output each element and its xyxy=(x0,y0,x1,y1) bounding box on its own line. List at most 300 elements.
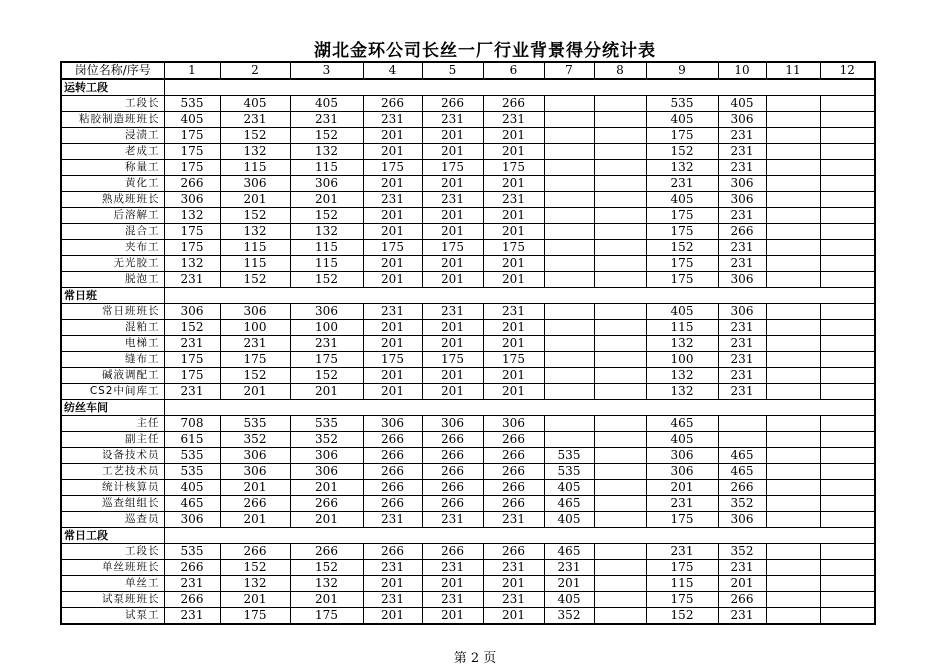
score-cell: 266 xyxy=(220,544,290,560)
score-cell: 405 xyxy=(646,192,718,208)
score-cell: 175 xyxy=(646,560,718,576)
score-cell: 306 xyxy=(164,192,220,208)
score-cell xyxy=(544,336,594,352)
position-name: 熟成班班长 xyxy=(61,192,164,208)
score-cell: 152 xyxy=(220,272,290,288)
score-cell xyxy=(594,576,646,592)
score-cell: 231 xyxy=(718,128,766,144)
position-name: 巡查组组长 xyxy=(61,496,164,512)
score-cell: 152 xyxy=(290,208,363,224)
score-cell: 201 xyxy=(290,512,363,528)
score-cell: 535 xyxy=(164,448,220,464)
score-cell xyxy=(544,384,594,400)
score-cell xyxy=(544,112,594,128)
table-row xyxy=(61,208,875,224)
score-cell xyxy=(594,448,646,464)
score-cell xyxy=(766,192,820,208)
score-cell: 465 xyxy=(646,416,718,432)
score-cell: 201 xyxy=(363,144,422,160)
score-cell: 306 xyxy=(220,176,290,192)
score-cell: 231 xyxy=(164,336,220,352)
score-cell xyxy=(766,608,820,625)
score-cell: 231 xyxy=(363,304,422,320)
score-cell: 465 xyxy=(718,464,766,480)
score-cell: 201 xyxy=(363,608,422,625)
score-cell: 231 xyxy=(164,608,220,625)
table-row xyxy=(61,96,875,112)
score-cell: 266 xyxy=(363,432,422,448)
score-cell: 306 xyxy=(422,416,483,432)
score-cell: 352 xyxy=(718,544,766,560)
score-cell xyxy=(594,592,646,608)
score-cell: 306 xyxy=(718,192,766,208)
score-cell: 175 xyxy=(164,224,220,240)
column-number: 2 xyxy=(220,62,290,79)
score-cell xyxy=(544,272,594,288)
score-cell: 231 xyxy=(718,256,766,272)
table-row xyxy=(61,464,875,480)
score-cell: 231 xyxy=(422,304,483,320)
score-cell xyxy=(820,336,875,352)
score-cell: 231 xyxy=(718,208,766,224)
score-cell: 266 xyxy=(422,480,483,496)
score-cell: 405 xyxy=(220,96,290,112)
table-row xyxy=(61,576,875,592)
score-cell xyxy=(820,176,875,192)
table-row xyxy=(61,432,875,448)
table-row xyxy=(61,384,875,400)
score-cell: 175 xyxy=(290,352,363,368)
score-cell: 175 xyxy=(220,352,290,368)
score-cell: 266 xyxy=(422,448,483,464)
position-name: 老成工 xyxy=(61,144,164,160)
position-name: 混粕工 xyxy=(61,320,164,336)
score-cell: 132 xyxy=(220,144,290,160)
score-cell: 175 xyxy=(483,240,544,256)
score-cell xyxy=(766,240,820,256)
score-cell: 231 xyxy=(483,512,544,528)
position-name: 单丝班班长 xyxy=(61,560,164,576)
score-cell: 306 xyxy=(718,176,766,192)
table-row xyxy=(61,176,875,192)
score-cell xyxy=(820,544,875,560)
score-cell xyxy=(820,272,875,288)
score-cell: 231 xyxy=(718,352,766,368)
score-cell: 152 xyxy=(646,240,718,256)
score-cell: 175 xyxy=(164,160,220,176)
score-cell: 115 xyxy=(290,160,363,176)
score-table xyxy=(60,61,876,625)
score-cell: 201 xyxy=(483,256,544,272)
column-number: 5 xyxy=(422,62,483,79)
position-name: 试泵工 xyxy=(61,608,164,625)
table-row xyxy=(61,192,875,208)
position-name: 缝布工 xyxy=(61,352,164,368)
score-cell: 175 xyxy=(220,608,290,625)
score-cell: 231 xyxy=(483,112,544,128)
score-cell: 175 xyxy=(646,208,718,224)
position-name: 脱泡工 xyxy=(61,272,164,288)
score-cell: 152 xyxy=(646,608,718,625)
score-cell: 231 xyxy=(290,112,363,128)
score-cell: 152 xyxy=(290,272,363,288)
score-cell xyxy=(766,352,820,368)
score-cell xyxy=(594,416,646,432)
score-cell xyxy=(544,416,594,432)
table-row xyxy=(61,496,875,512)
score-cell xyxy=(594,560,646,576)
score-cell xyxy=(594,512,646,528)
score-cell: 231 xyxy=(718,384,766,400)
score-cell: 201 xyxy=(483,144,544,160)
header-row xyxy=(61,62,875,79)
column-number: 9 xyxy=(646,62,718,79)
score-cell: 266 xyxy=(483,96,544,112)
score-cell: 306 xyxy=(290,448,363,464)
position-name: 后溶解工 xyxy=(61,208,164,224)
position-name: 主任 xyxy=(61,416,164,432)
score-cell xyxy=(766,368,820,384)
score-cell: 201 xyxy=(422,272,483,288)
score-cell: 231 xyxy=(422,592,483,608)
table-row xyxy=(61,448,875,464)
score-cell: 231 xyxy=(646,496,718,512)
score-cell: 132 xyxy=(646,384,718,400)
score-cell: 201 xyxy=(220,192,290,208)
score-cell: 115 xyxy=(220,256,290,272)
score-cell: 405 xyxy=(544,480,594,496)
score-cell: 352 xyxy=(544,608,594,625)
score-cell xyxy=(766,160,820,176)
score-cell: 152 xyxy=(290,560,363,576)
score-cell xyxy=(820,240,875,256)
score-cell: 100 xyxy=(220,320,290,336)
score-cell: 306 xyxy=(164,304,220,320)
score-cell xyxy=(766,496,820,512)
score-cell xyxy=(544,160,594,176)
score-cell xyxy=(594,544,646,560)
score-cell xyxy=(544,208,594,224)
score-cell xyxy=(820,128,875,144)
score-cell: 231 xyxy=(718,336,766,352)
score-cell: 231 xyxy=(363,112,422,128)
score-cell: 708 xyxy=(164,416,220,432)
score-cell xyxy=(594,256,646,272)
score-cell xyxy=(820,320,875,336)
table-row xyxy=(61,544,875,560)
score-cell: 201 xyxy=(220,480,290,496)
score-cell: 266 xyxy=(363,544,422,560)
score-cell xyxy=(820,592,875,608)
score-cell xyxy=(820,160,875,176)
score-cell: 306 xyxy=(718,272,766,288)
score-cell: 352 xyxy=(220,432,290,448)
score-cell: 266 xyxy=(290,496,363,512)
score-cell: 201 xyxy=(483,224,544,240)
score-cell xyxy=(594,160,646,176)
position-name: 设备技术员 xyxy=(61,448,164,464)
score-cell: 115 xyxy=(220,240,290,256)
score-cell xyxy=(544,240,594,256)
column-number: 6 xyxy=(483,62,544,79)
score-cell xyxy=(594,464,646,480)
score-cell: 306 xyxy=(646,464,718,480)
score-cell: 201 xyxy=(220,512,290,528)
score-cell: 115 xyxy=(220,160,290,176)
score-cell xyxy=(544,352,594,368)
score-cell: 306 xyxy=(220,304,290,320)
score-cell: 175 xyxy=(164,144,220,160)
score-cell: 535 xyxy=(164,96,220,112)
score-cell: 465 xyxy=(164,496,220,512)
score-cell: 175 xyxy=(422,352,483,368)
score-cell: 266 xyxy=(363,496,422,512)
score-cell: 231 xyxy=(422,512,483,528)
score-cell: 405 xyxy=(646,112,718,128)
score-cell: 175 xyxy=(363,240,422,256)
score-cell xyxy=(820,496,875,512)
score-cell: 201 xyxy=(544,576,594,592)
table-row xyxy=(61,240,875,256)
score-cell xyxy=(766,432,820,448)
column-number: 4 xyxy=(363,62,422,79)
score-cell: 152 xyxy=(220,128,290,144)
score-cell: 306 xyxy=(220,448,290,464)
score-cell: 266 xyxy=(422,432,483,448)
score-cell xyxy=(594,304,646,320)
score-cell xyxy=(766,176,820,192)
score-cell xyxy=(544,368,594,384)
score-cell: 201 xyxy=(363,224,422,240)
score-cell: 132 xyxy=(290,576,363,592)
score-cell xyxy=(718,432,766,448)
score-cell: 266 xyxy=(422,496,483,512)
section-title: 常日工段 xyxy=(61,528,164,544)
score-cell xyxy=(820,416,875,432)
score-cell: 132 xyxy=(290,144,363,160)
score-cell: 266 xyxy=(164,592,220,608)
score-cell: 201 xyxy=(422,384,483,400)
score-cell: 231 xyxy=(363,512,422,528)
score-cell: 201 xyxy=(363,384,422,400)
score-cell: 352 xyxy=(290,432,363,448)
score-cell xyxy=(544,144,594,160)
score-cell: 306 xyxy=(220,464,290,480)
score-cell xyxy=(766,96,820,112)
score-cell: 152 xyxy=(220,368,290,384)
score-cell: 132 xyxy=(220,224,290,240)
score-cell xyxy=(820,112,875,128)
score-cell: 201 xyxy=(220,592,290,608)
score-cell: 175 xyxy=(483,352,544,368)
score-cell: 201 xyxy=(363,336,422,352)
score-cell: 231 xyxy=(220,112,290,128)
score-cell: 175 xyxy=(164,368,220,384)
table-row xyxy=(61,320,875,336)
score-cell xyxy=(766,224,820,240)
table-row xyxy=(61,128,875,144)
score-cell xyxy=(544,304,594,320)
score-cell: 201 xyxy=(363,128,422,144)
position-name: 巡查员 xyxy=(61,512,164,528)
score-cell: 306 xyxy=(718,112,766,128)
score-cell: 465 xyxy=(544,496,594,512)
score-cell: 152 xyxy=(164,320,220,336)
score-cell xyxy=(820,304,875,320)
score-cell: 306 xyxy=(164,512,220,528)
section-title: 纺丝车间 xyxy=(61,400,164,416)
score-cell xyxy=(594,208,646,224)
score-cell: 201 xyxy=(422,208,483,224)
score-cell xyxy=(820,464,875,480)
score-cell: 231 xyxy=(422,112,483,128)
score-cell xyxy=(594,224,646,240)
score-cell: 201 xyxy=(422,224,483,240)
score-cell xyxy=(820,256,875,272)
score-cell: 175 xyxy=(646,592,718,608)
score-cell: 201 xyxy=(422,256,483,272)
score-cell xyxy=(820,480,875,496)
score-cell: 100 xyxy=(290,320,363,336)
score-cell: 231 xyxy=(544,560,594,576)
score-cell xyxy=(766,512,820,528)
score-cell: 306 xyxy=(718,512,766,528)
score-cell: 201 xyxy=(422,576,483,592)
score-cell: 231 xyxy=(718,160,766,176)
score-cell xyxy=(820,384,875,400)
score-cell xyxy=(820,448,875,464)
score-cell: 115 xyxy=(290,240,363,256)
score-cell: 405 xyxy=(544,512,594,528)
score-cell: 231 xyxy=(483,304,544,320)
table-row xyxy=(61,416,875,432)
score-cell: 201 xyxy=(483,320,544,336)
score-cell xyxy=(766,128,820,144)
score-cell xyxy=(594,176,646,192)
score-cell xyxy=(766,416,820,432)
score-cell: 201 xyxy=(483,384,544,400)
section-blank xyxy=(164,400,875,416)
score-cell xyxy=(544,192,594,208)
position-name: 工段长 xyxy=(61,96,164,112)
score-cell xyxy=(594,352,646,368)
score-cell: 231 xyxy=(483,560,544,576)
score-cell xyxy=(766,272,820,288)
score-cell: 266 xyxy=(483,496,544,512)
score-cell: 201 xyxy=(363,320,422,336)
score-cell: 535 xyxy=(290,416,363,432)
score-cell: 132 xyxy=(164,208,220,224)
score-cell: 405 xyxy=(718,96,766,112)
score-cell xyxy=(820,512,875,528)
score-cell: 231 xyxy=(718,144,766,160)
score-cell xyxy=(820,560,875,576)
score-cell: 132 xyxy=(220,576,290,592)
score-cell: 266 xyxy=(718,592,766,608)
position-name: 浸渍工 xyxy=(61,128,164,144)
page-title: 湖北金环公司长丝一厂行业背景得分统计表 xyxy=(314,41,656,61)
score-cell xyxy=(594,112,646,128)
score-cell: 306 xyxy=(290,464,363,480)
score-cell xyxy=(820,368,875,384)
score-cell: 115 xyxy=(290,256,363,272)
score-cell xyxy=(766,384,820,400)
score-cell: 306 xyxy=(290,176,363,192)
score-cell xyxy=(718,416,766,432)
score-cell: 175 xyxy=(646,512,718,528)
score-cell: 352 xyxy=(718,496,766,512)
score-cell: 132 xyxy=(646,160,718,176)
score-cell: 231 xyxy=(363,592,422,608)
score-cell: 100 xyxy=(646,352,718,368)
score-cell: 201 xyxy=(422,128,483,144)
score-cell: 535 xyxy=(646,96,718,112)
table-row xyxy=(61,224,875,240)
score-cell: 201 xyxy=(483,576,544,592)
score-cell: 201 xyxy=(363,272,422,288)
score-cell: 175 xyxy=(422,240,483,256)
position-name: 无光胶工 xyxy=(61,256,164,272)
score-cell: 201 xyxy=(422,368,483,384)
score-cell: 231 xyxy=(164,576,220,592)
position-name: 副主任 xyxy=(61,432,164,448)
score-cell: 175 xyxy=(646,256,718,272)
score-cell: 266 xyxy=(363,448,422,464)
score-cell xyxy=(766,320,820,336)
score-cell: 231 xyxy=(718,608,766,625)
score-cell: 201 xyxy=(290,192,363,208)
column-number: 7 xyxy=(544,62,594,79)
score-cell: 231 xyxy=(422,192,483,208)
score-cell: 266 xyxy=(363,96,422,112)
score-cell xyxy=(820,224,875,240)
table-row xyxy=(61,352,875,368)
score-cell: 201 xyxy=(483,368,544,384)
score-cell xyxy=(820,144,875,160)
score-cell xyxy=(820,576,875,592)
score-cell xyxy=(544,176,594,192)
score-cell: 231 xyxy=(718,368,766,384)
page-number: 第 2 页 xyxy=(453,651,497,666)
score-cell xyxy=(766,336,820,352)
score-cell: 201 xyxy=(422,320,483,336)
score-cell: 152 xyxy=(220,560,290,576)
score-cell: 231 xyxy=(718,240,766,256)
table-row xyxy=(61,368,875,384)
score-cell: 231 xyxy=(363,192,422,208)
score-cell: 175 xyxy=(646,224,718,240)
score-cell: 175 xyxy=(363,160,422,176)
position-name: 粘胶制造班班长 xyxy=(61,112,164,128)
score-cell: 231 xyxy=(220,336,290,352)
position-name: 电梯工 xyxy=(61,336,164,352)
score-cell xyxy=(766,208,820,224)
column-number: 8 xyxy=(594,62,646,79)
score-cell xyxy=(820,608,875,625)
score-cell: 306 xyxy=(363,416,422,432)
score-cell: 266 xyxy=(363,464,422,480)
section-blank xyxy=(164,79,875,96)
position-name: 工艺技术员 xyxy=(61,464,164,480)
score-cell: 231 xyxy=(483,192,544,208)
score-cell: 266 xyxy=(483,432,544,448)
score-cell: 266 xyxy=(422,544,483,560)
score-cell: 405 xyxy=(164,112,220,128)
score-cell: 132 xyxy=(646,336,718,352)
table-row xyxy=(61,560,875,576)
section-title: 运转工段 xyxy=(61,79,164,96)
score-cell: 231 xyxy=(483,592,544,608)
